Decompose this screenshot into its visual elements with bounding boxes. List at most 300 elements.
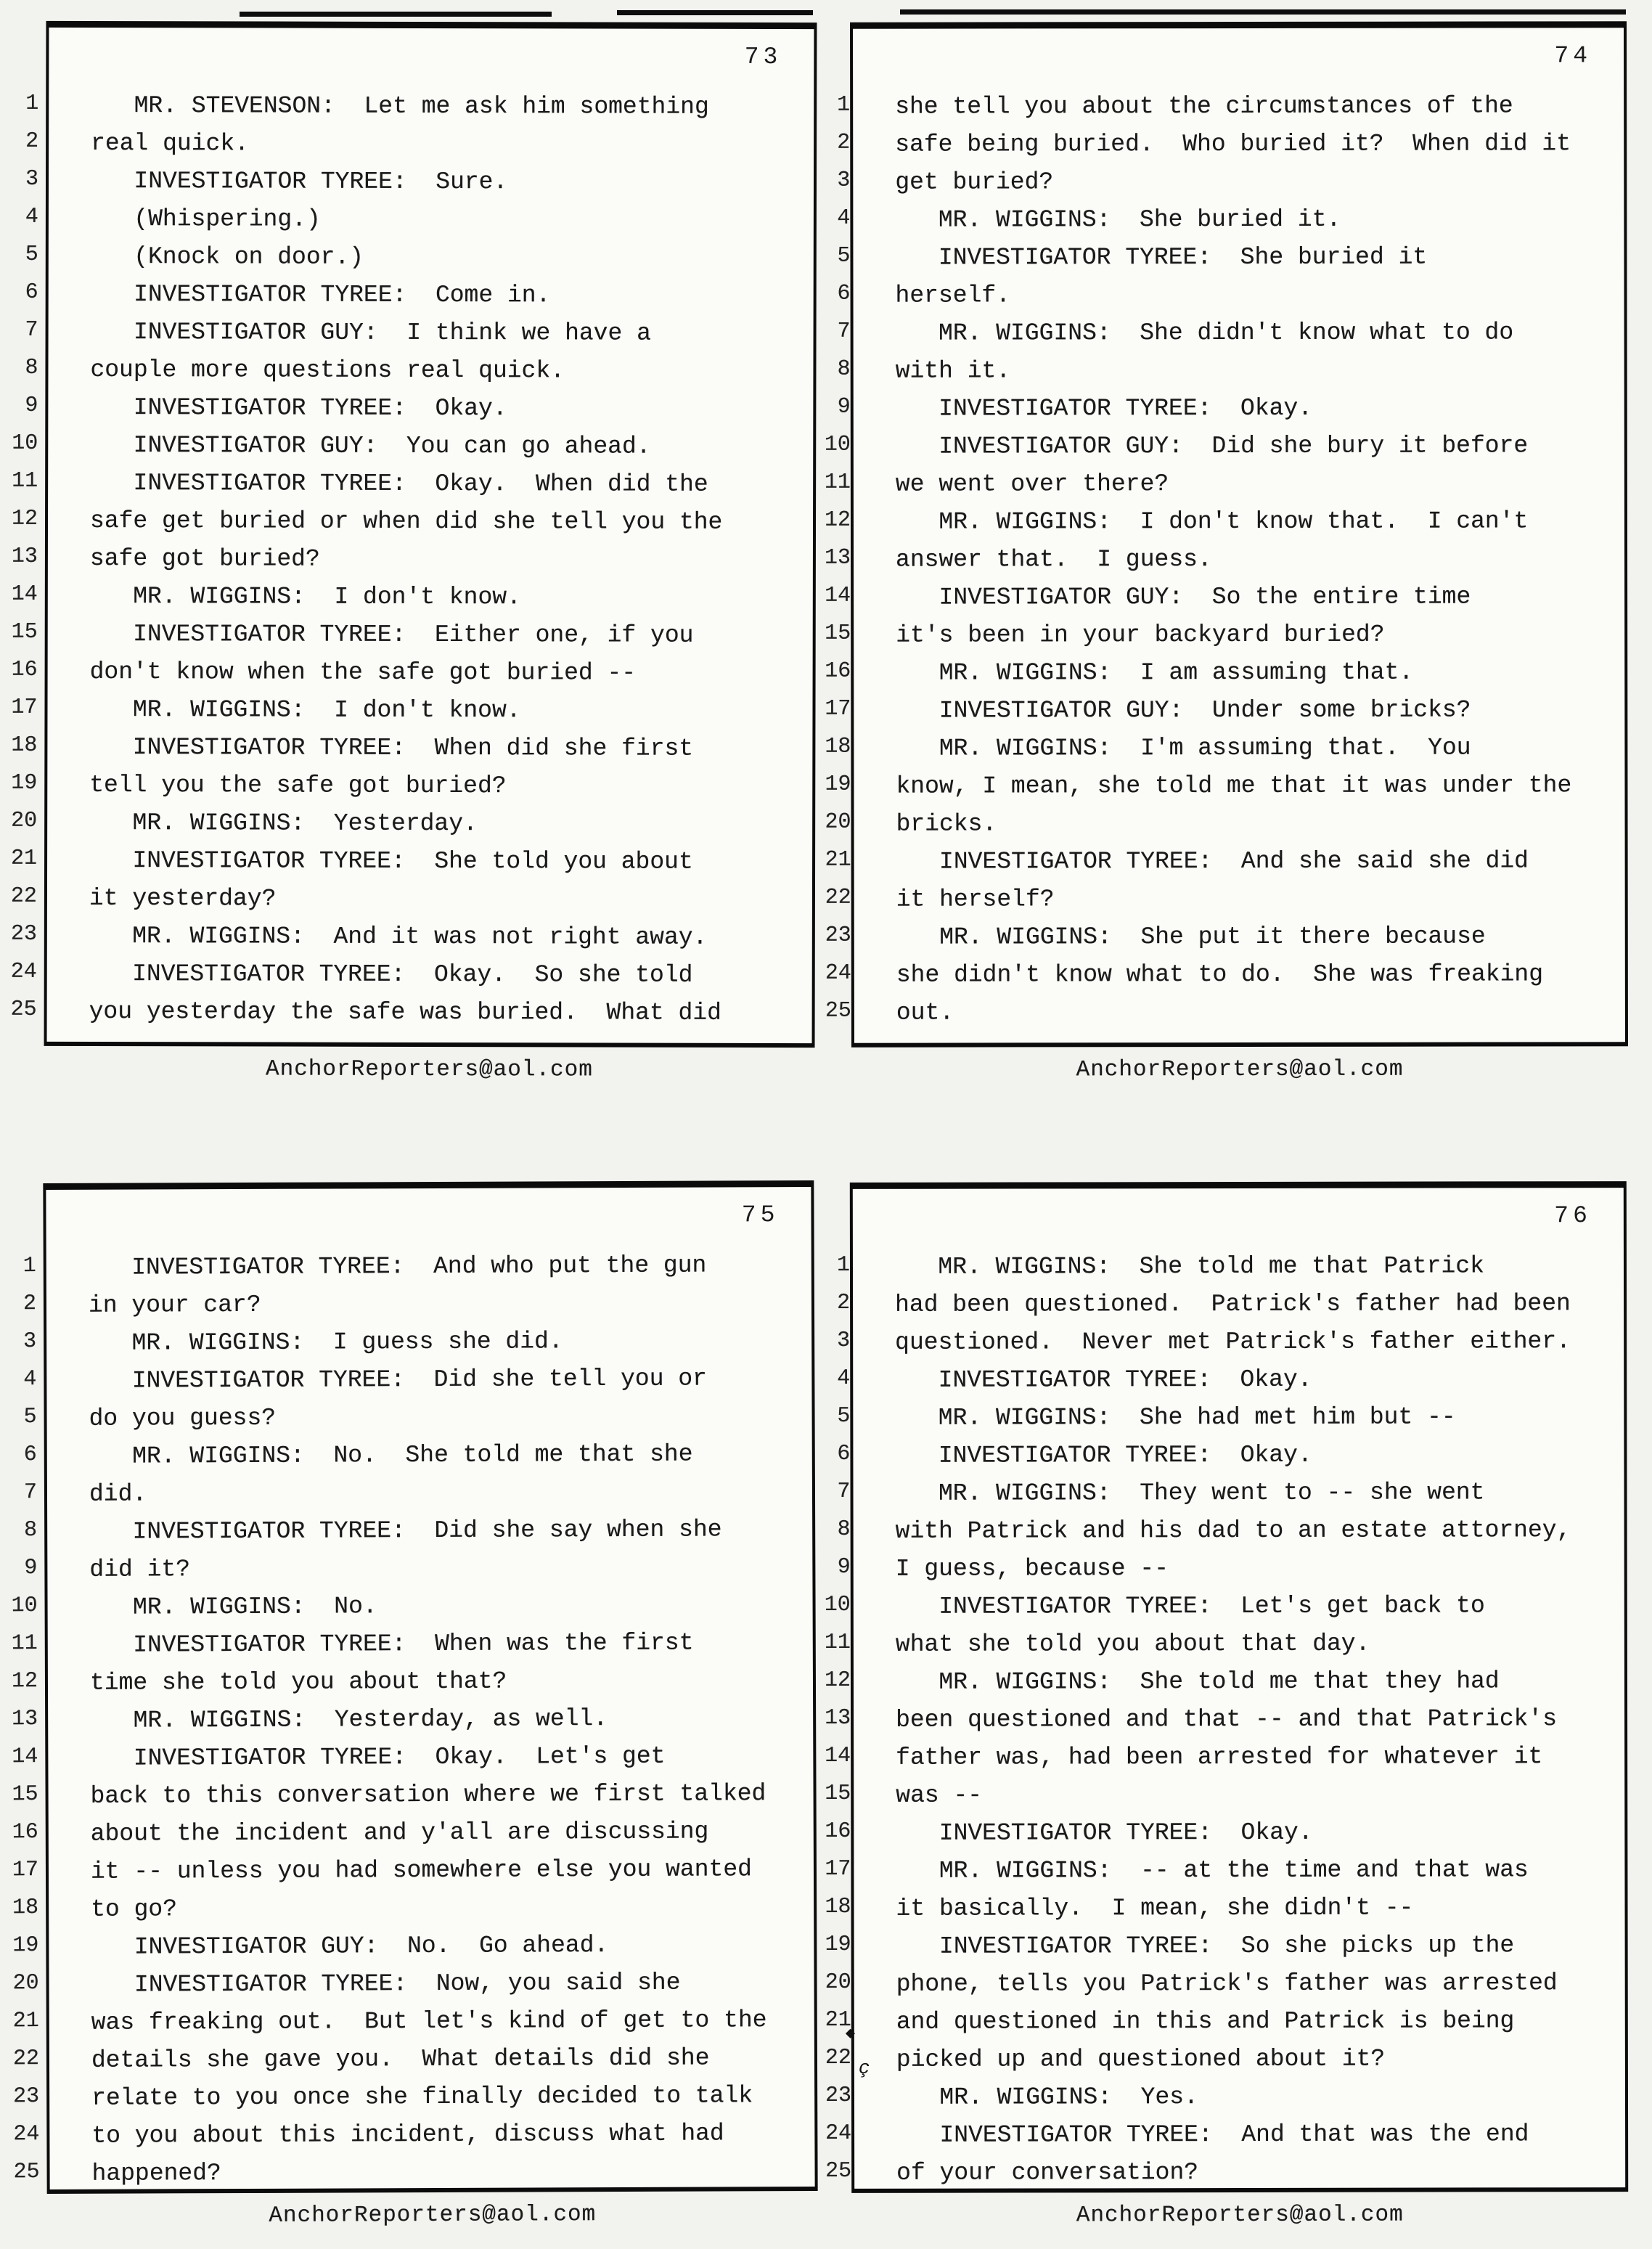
line-text: MR. WIGGINS: She put it there because [896,923,1486,951]
line-text: MR. WIGGINS: She had met him but -- [895,1403,1456,1432]
line-text: bricks. [896,810,997,838]
line-text: details she gave you. What details did she [91,2044,710,2074]
line-number: 24 [10,959,37,984]
transcript-line [837,128,1624,166]
line-number: 2 [23,1291,37,1317]
transcript-line [25,392,813,431]
line-text: MR. WIGGINS: They went to -- she went [895,1479,1485,1507]
transcript-line [11,505,813,544]
line-text: in your car? [88,1291,261,1319]
page-border-box [10,21,817,1048]
line-text: relate to you once she finally decided to talk [91,2082,753,2112]
transcript-line [25,90,814,129]
line-number: 25 [825,998,851,1024]
transcript-line [11,770,812,809]
line-text: answer that. I guess. [896,546,1212,574]
transcript-line [25,241,814,280]
line-number: 15 [825,621,851,646]
line-number: 22 [12,2046,40,2072]
transcript-line [837,166,1624,204]
line-number: 5 [25,242,38,267]
transcript-line [12,2042,814,2083]
transcript-line [825,1779,1624,1818]
line-text: know, I mean, she told me that it was under the [896,772,1572,800]
line-number: 13 [11,544,38,569]
line-number: 8 [24,1518,38,1543]
transcript-line [825,694,1624,732]
line-number: 12 [11,506,38,531]
transcript-line [11,1627,813,1668]
scan-mark-squiggle: ç [858,2057,870,2079]
line-text: INVESTIGATOR GUY: Did she bury it before [895,432,1529,460]
line-text: INVESTIGATOR TYREE: She told you about [89,847,693,875]
transcript-line [837,1514,1624,1554]
transcript-line [824,468,1624,506]
line-text: safe got buried? [89,545,320,573]
reporter-email-footer: AnchorReporters@aol.com [269,2202,597,2229]
line-number: 20 [12,1971,39,1996]
transcript-line [10,883,812,922]
line-text: MR. WIGGINS: She didn't know what to do [895,319,1514,347]
line-text: INVESTIGATOR TYREE: She buried it [895,243,1428,272]
page-number: 73 [744,43,782,71]
transcript-line [12,1816,814,1856]
line-text: MR. STEVENSON: Let me ask him something [91,92,709,121]
transcript-line [11,1665,813,1705]
transcript-page-76 [824,1181,1628,2229]
transcript-line [25,203,814,242]
line-number: 20 [825,809,851,835]
line-number: 17 [11,695,38,720]
line-text: INVESTIGATOR TYREE: Okay. [895,1366,1312,1394]
line-text: (Whispering.) [90,205,321,233]
line-number: 14 [825,583,851,608]
transcript-line [23,1325,811,1366]
line-number: 10 [824,1592,851,1617]
line-text: MR. WIGGINS: I guess she did. [89,1328,563,1357]
transcript-line [12,430,813,469]
line-text: MR. WIGGINS: Yesterday, as well. [90,1705,608,1734]
transcript-line [10,921,812,960]
transcript-line [11,656,813,695]
line-number: 6 [837,1441,851,1466]
transcript-line [837,392,1624,430]
transcript-line [837,354,1624,393]
line-text: INVESTIGATOR TYREE: Okay. When did the [90,470,708,498]
line-number: 15 [12,1782,38,1808]
line-number: 22 [825,2045,851,2070]
line-number: 22 [10,883,37,909]
line-number: 4 [837,1366,851,1391]
line-number: 3 [25,166,39,192]
line-number: 20 [825,1970,851,1995]
line-text: father was, had been arrested for whatever it [896,1743,1543,1771]
transcript-line [825,1967,1625,2007]
line-text: INVESTIGATOR TYREE: And she said she did [896,847,1529,875]
line-number: 6 [25,279,38,305]
line-text: INVESTIGATOR TYREE: Sure. [90,168,508,196]
line-number: 8 [837,1517,851,1542]
transcript-line [825,2005,1625,2044]
line-text: INVESTIGATOR TYREE: And that was the end [896,2121,1529,2149]
transcript-line [12,1853,814,1894]
line-number: 1 [836,1252,851,1278]
line-number: 19 [11,770,38,796]
line-text: and questioned in this and Patrick is being [896,2007,1515,2036]
line-number: 9 [837,1554,851,1580]
transcript-line [825,845,1625,883]
line-number: 11 [824,470,851,495]
line-text: INVESTIGATOR TYREE: Okay. [90,394,507,423]
line-number: 25 [825,2158,852,2184]
transcript-lines [10,90,814,1035]
transcript-line [837,1363,1624,1403]
line-text: you yesterday the safe was buried. What did [89,998,722,1026]
transcript-line [23,1249,811,1290]
line-number: 18 [825,734,851,759]
line-text: INVESTIGATOR GUY: You can go ahead. [90,432,651,460]
transcript-line [23,1400,811,1441]
transcript-line [11,619,813,658]
line-number: 10 [12,430,38,456]
line-text: INVESTIGATOR TYREE: Either one, if you [89,621,694,649]
line-text: INVESTIGATOR TYREE: So she picks up the [896,1932,1515,1960]
transcript-line [825,958,1625,997]
line-text: it yesterday? [89,885,277,913]
transcript-line [837,1439,1624,1478]
line-number: 18 [12,1895,39,1921]
line-number: 8 [25,355,38,380]
transcript-line [12,1929,814,1970]
line-text: out. [896,999,954,1026]
line-text: MR. WIGGINS: I don't know. [89,583,521,611]
line-text: to you about this incident, discuss what had [91,2120,724,2150]
line-number: 24 [825,2121,852,2146]
transcript-line [11,1589,812,1630]
transcript-line [824,1590,1624,1629]
line-text: INVESTIGATOR TYREE: Okay. [895,394,1313,423]
line-text: tell you the safe got buried? [89,772,507,800]
transcript-line [836,1250,1624,1289]
line-number: 5 [23,1405,37,1430]
line-text: she didn't know what to do. She was freaking [896,960,1544,989]
line-number: 23 [825,923,851,948]
page-number: 75 [741,1201,780,1229]
line-text: MR. WIGGINS: -- at the time and that was [896,1856,1529,1885]
line-number: 22 [825,885,851,910]
line-text: (Knock on door.) [90,243,364,271]
transcript-line [12,2004,814,2045]
line-number: 16 [12,1820,38,1845]
line-number: 11 [824,1630,851,1655]
line-number: 24 [13,2122,40,2147]
line-text: phone, tells you Patrick's father was arrested [896,1970,1558,1998]
transcript-line [837,203,1624,242]
line-number: 25 [10,997,37,1022]
line-number: 10 [11,1593,38,1619]
line-text: we went over there? [895,470,1169,498]
line-text: had been questioned. Patrick's father had been [895,1290,1571,1318]
line-text: INVESTIGATOR TYREE: Okay. Let's get [90,1742,666,1772]
transcript-line [825,2081,1625,2120]
line-number: 19 [12,1933,39,1959]
transcript-line [825,1816,1624,1856]
line-text: safe being buried. Who buried it? When did it [895,130,1571,158]
line-text: INVESTIGATOR TYREE: And who put the gun [88,1252,707,1281]
transcript-line [825,1930,1625,1969]
transcript-line [837,1477,1624,1516]
line-number: 12 [11,1669,38,1694]
line-number: 17 [825,1856,851,1882]
line-number: 3 [23,1329,37,1355]
line-number: 23 [13,2084,40,2110]
transcript-line [11,694,812,733]
line-text: INVESTIGATOR TYREE: Okay. [896,1819,1313,1847]
line-text: time she told you about that? [89,1668,507,1697]
line-number: 2 [837,130,851,155]
line-text: of your conversation? [896,2159,1199,2187]
line-text: MR. WIGGINS: No. She told me that she [89,1440,693,1470]
line-number: 2 [837,1290,851,1315]
transcript-line [825,996,1625,1034]
page-number: 74 [1554,42,1592,70]
line-text: picked up and questioned about it? [896,2045,1386,2073]
transcript-line [825,1854,1624,1893]
transcript-line [825,1703,1624,1742]
transcript-line [824,1665,1624,1705]
page-number: 76 [1554,1202,1592,1230]
transcript-line [25,317,814,356]
line-number: 1 [25,91,39,116]
line-number: 21 [11,846,38,871]
line-text: was -- [896,1781,983,1809]
line-text: it herself? [896,886,1055,913]
transcript-line [11,543,813,582]
transcript-line [837,317,1624,355]
line-number: 14 [825,1743,851,1768]
line-text: INVESTIGATOR GUY: I think we have a [90,319,651,347]
line-number: 13 [12,1707,38,1732]
transcript-line [25,166,814,205]
line-text: happened? [91,2160,221,2187]
line-number: 19 [825,772,851,797]
line-text: back to this conversation where we first talked [90,1780,766,1810]
transcript-page-75 [11,1180,817,2229]
line-text: INVESTIGATOR TYREE: Now, you said she [91,1969,681,1999]
transcript-line [825,1741,1624,1780]
transcript-line [11,845,812,884]
transcript-lines [11,1249,815,2196]
line-number: 12 [824,1668,851,1693]
scan-artifact-bar [900,9,1626,15]
transcript-line [825,543,1624,581]
line-text: INVESTIGATOR TYREE: Okay. [895,1441,1312,1469]
line-number: 9 [24,1556,38,1581]
line-number: 19 [825,1932,851,1957]
line-text: MR. WIGGINS: I don't know that. I can't [895,507,1529,536]
scan-artifact-bar [617,10,813,15]
line-text: real quick. [91,130,250,158]
page-border-box [824,21,1628,1047]
transcript-line [13,2155,814,2196]
line-number: 23 [10,921,37,947]
line-text: safe get buried or when did she tell you the [89,507,723,536]
line-number: 15 [825,1781,851,1806]
line-number: 1 [23,1254,36,1279]
line-number: 5 [837,1403,851,1429]
line-text: MR. WIGGINS: Yesterday. [89,809,478,838]
line-number: 4 [23,1367,37,1392]
line-number: 9 [837,394,851,420]
line-number: 4 [25,204,38,229]
line-number: 15 [11,619,38,645]
line-text: I guess, because -- [895,1555,1169,1583]
transcript-line [11,807,812,846]
line-text: INVESTIGATOR TYREE: Did she say when she [89,1516,722,1546]
line-text: MR. WIGGINS: And it was not right away. [89,923,708,951]
line-number: 25 [13,2160,40,2185]
transcript-page-74 [824,21,1628,1083]
line-text: MR. WIGGINS: She buried it. [895,205,1341,234]
transcript-line [825,2118,1625,2158]
line-text: it -- unless you had somewhere else you wanted [90,1856,752,1885]
line-number: 13 [825,1705,851,1731]
transcript-line [24,1514,812,1554]
line-text: she tell you about the circumstances of the [895,92,1513,121]
scan-mark-diamond: ◆ [845,2024,856,2043]
transcript-line [25,279,814,318]
line-number: 24 [825,960,851,986]
line-number: 3 [837,168,851,193]
transcript-line [825,883,1625,921]
transcript-line [825,581,1624,619]
line-number: 6 [23,1442,37,1468]
line-number: 3 [837,1328,851,1353]
line-text: with it. [895,357,1011,385]
transcript-line [23,1363,811,1403]
line-number: 21 [825,847,851,873]
line-number: 21 [825,2007,851,2033]
transcript-line [12,468,813,507]
transcript-line [837,279,1624,317]
reporter-email-footer: AnchorReporters@aol.com [265,1056,593,1083]
line-number: 4 [837,205,851,231]
line-text: do you guess? [89,1404,277,1432]
line-text: INVESTIGATOR TYREE: When was the first [89,1629,694,1659]
transcript-line [11,732,812,771]
transcript-line [12,1740,813,1781]
line-text: MR. WIGGINS: She told me that they had [895,1668,1500,1696]
line-text: INVESTIGATOR GUY: Under some bricks? [896,696,1471,725]
line-number: 7 [23,1480,38,1506]
line-text: get buried? [895,168,1054,196]
line-text: what she told you about that day. [895,1630,1370,1658]
transcript-line [23,1287,811,1328]
transcript-line [12,1778,813,1819]
line-number: 11 [12,468,38,494]
transcript-line [837,1288,1624,1327]
line-number: 9 [25,393,38,418]
transcript-line [10,958,812,997]
line-text: MR. WIGGINS: I am assuming that. [896,658,1414,687]
transcript-line [10,996,812,1035]
transcript-line [825,619,1624,657]
line-number: 6 [837,281,851,306]
line-number: 14 [12,1744,38,1770]
transcript-line [837,90,1624,128]
line-number: 18 [825,1894,851,1919]
line-text: MR. WIGGINS: I'm assuming that. You [896,734,1471,762]
line-text: MR. WIGGINS: She told me that Patrick [894,1252,1484,1281]
line-text: INVESTIGATOR TYREE: Come in. [90,281,551,309]
line-text: INVESTIGATOR GUY: No. Go ahead. [91,1932,609,1961]
transcript-line [825,2043,1625,2082]
transcript-line [837,1401,1624,1440]
line-number: 8 [837,356,851,382]
transcript-line [837,241,1624,279]
line-text: questioned. Never met Patrick's father either. [895,1328,1571,1356]
transcript-line [825,656,1624,695]
line-number: 17 [825,696,851,722]
transcript-line [25,354,813,393]
line-number: 21 [12,2009,39,2034]
line-text: don't know when the safe got buried -- [89,658,637,687]
transcript-line [837,1552,1624,1591]
scan-artifact-bar [240,12,552,17]
line-number: 13 [825,545,851,571]
line-number: 16 [825,658,851,684]
transcript-line [12,1702,813,1743]
transcript-line [824,505,1624,544]
transcript-line [12,1891,814,1932]
line-text: about the incident and y'all are discussing [90,1818,709,1848]
line-text: was freaking out. But let's kind of get to the [91,2007,767,2036]
line-text: INVESTIGATOR TYREE: Okay. So she told [89,960,693,989]
transcript-page-73 [10,21,817,1083]
line-number: 7 [837,1479,851,1504]
line-text: INVESTIGATOR GUY: So the entire time [896,583,1471,611]
line-number: 16 [825,1819,851,1844]
line-text: INVESTIGATOR TYREE: When did she first [89,734,694,762]
line-text: MR. WIGGINS: I don't know. [89,696,521,725]
line-text: couple more questions real quick. [90,356,565,385]
reporter-email-footer: AnchorReporters@aol.com [1076,1056,1404,1083]
transcript-line [825,770,1624,808]
page-border-box [11,1180,817,2194]
transcript-line [825,1892,1624,1931]
line-number: 23 [825,2083,852,2108]
line-text: it's been in your backyard buried? [896,621,1385,649]
transcript-line [837,1326,1624,1365]
reporter-email-footer: AnchorReporters@aol.com [1076,2202,1404,2229]
transcript-line [24,1551,812,1592]
transcript-lines [824,1250,1625,2195]
line-text: MR. WIGGINS: Yes. [896,2083,1198,2111]
line-number: 18 [11,732,38,758]
transcript-line [824,430,1624,468]
line-text: INVESTIGATOR TYREE: Did she tell you or [89,1365,707,1395]
line-number: 7 [837,319,851,344]
line-number: 7 [25,317,38,343]
line-number: 20 [11,808,38,833]
transcript-line [825,921,1625,959]
transcript-line [23,1438,812,1479]
line-number: 14 [11,581,38,607]
line-text: did it? [89,1556,191,1583]
transcript-line [13,2080,814,2121]
page-border-box [824,1181,1628,2193]
line-text: MR. WIGGINS: No. [89,1593,377,1621]
